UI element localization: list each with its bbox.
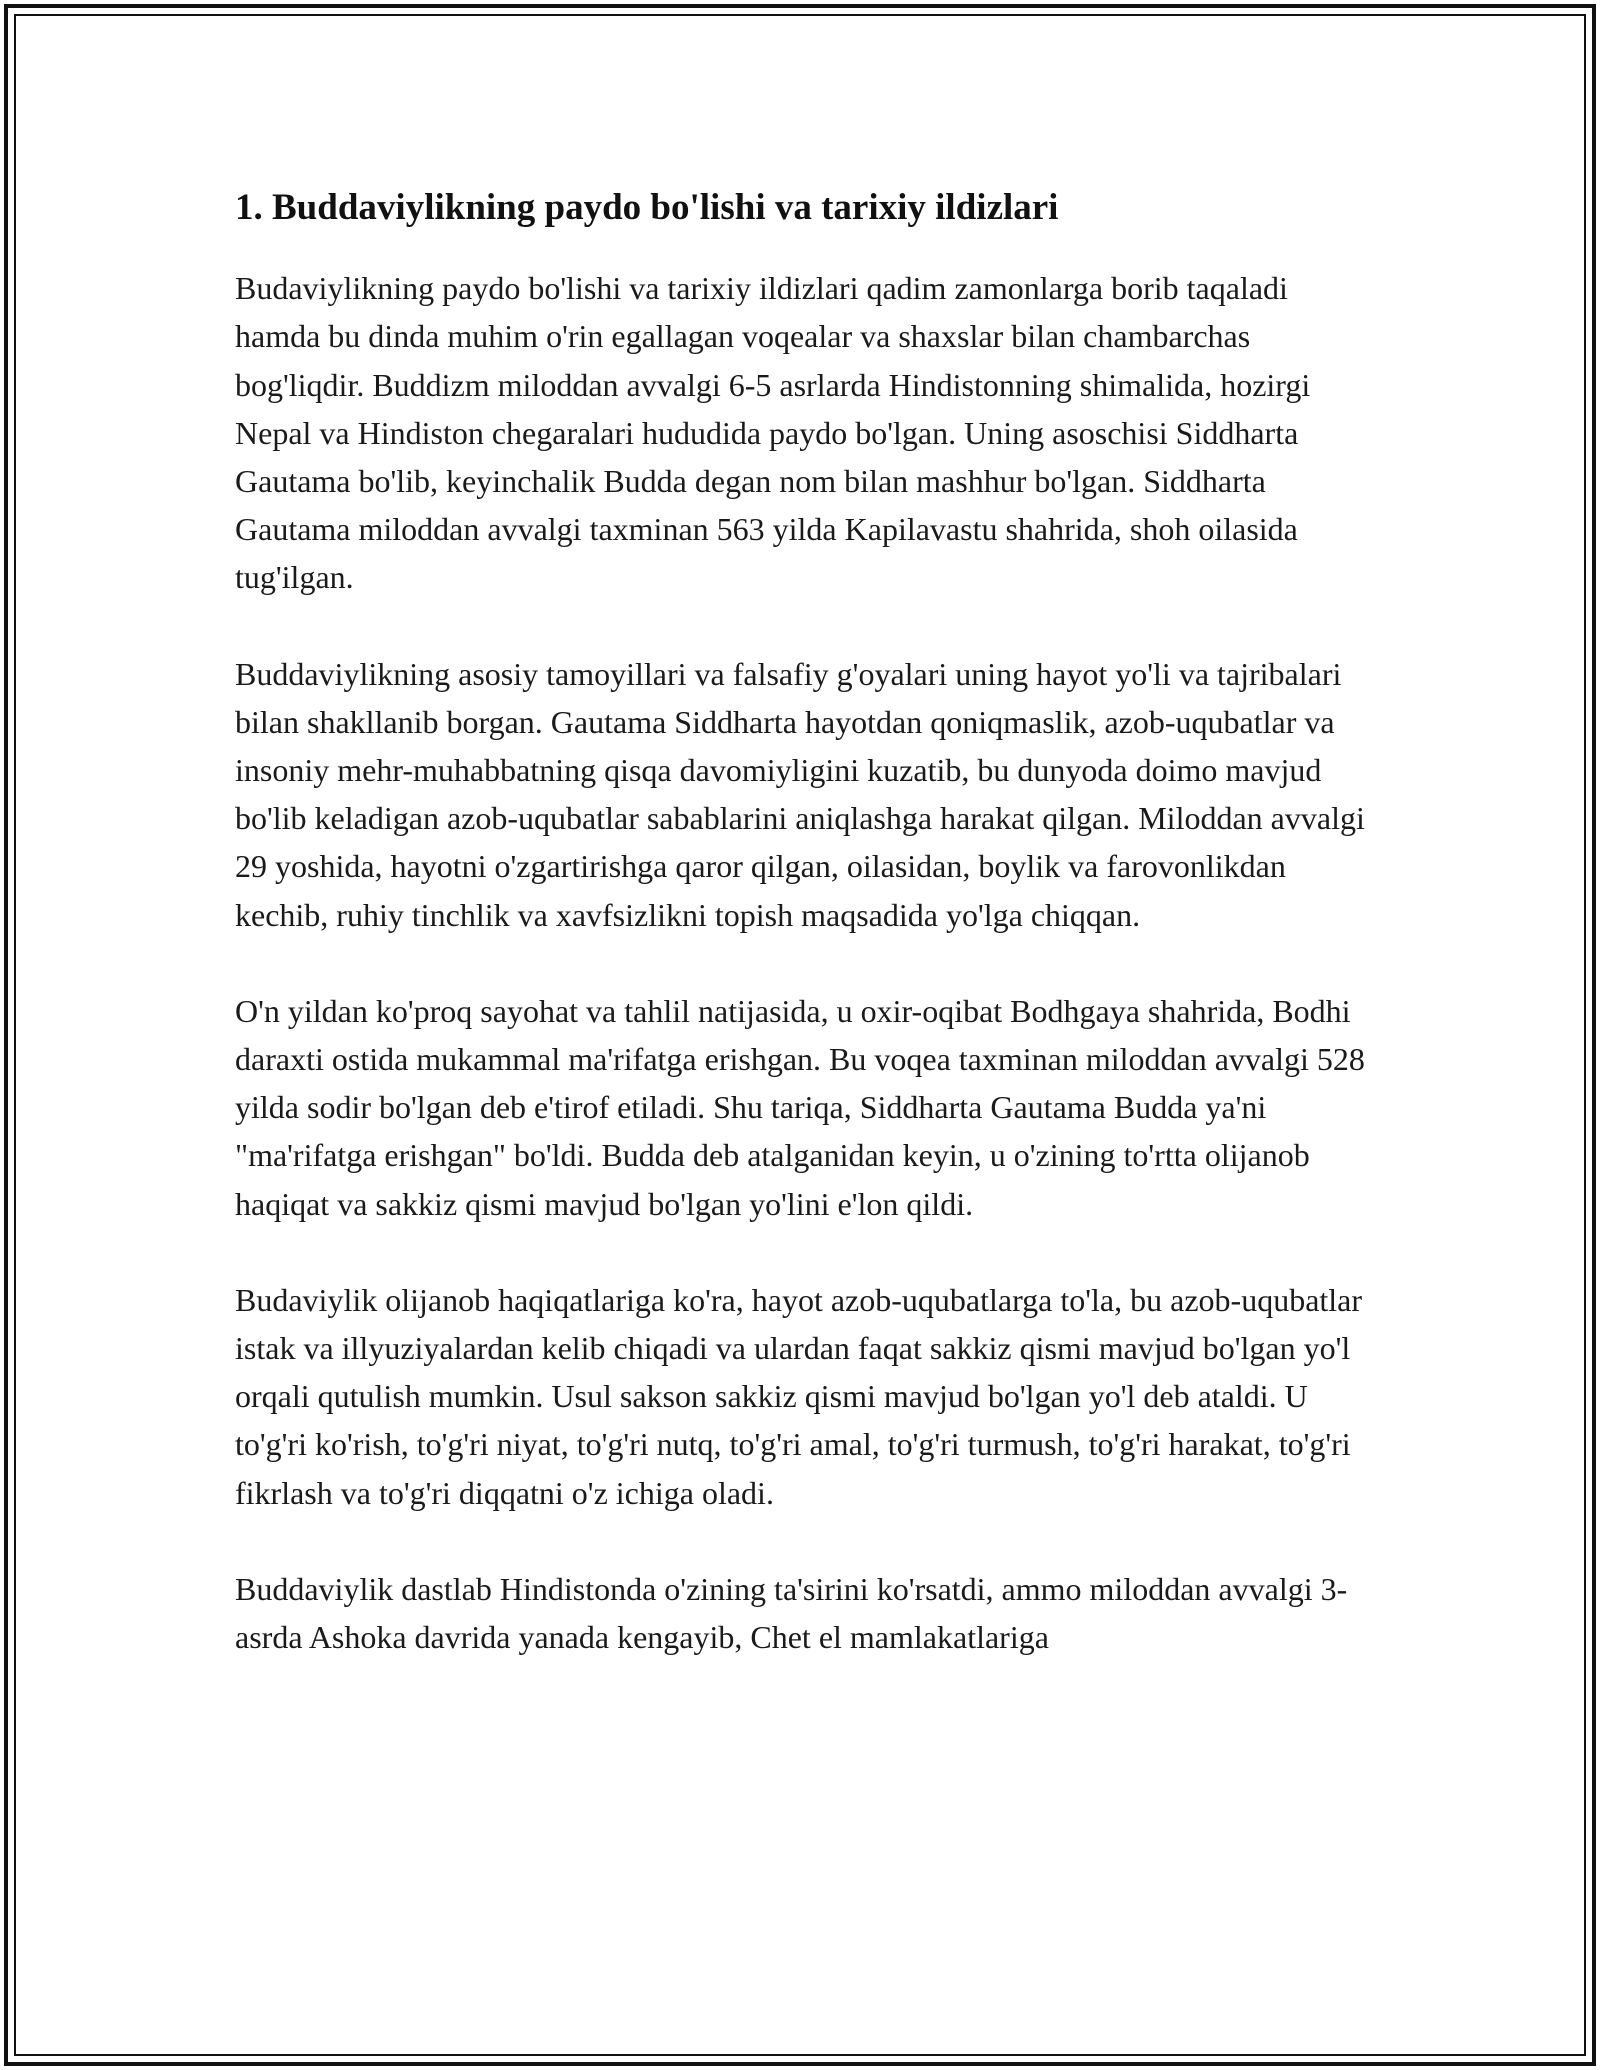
- paragraph-principles: Buddaviylikning asosiy tamoyillari va falsafiy g'oyalari uning hayot yo'li va tajribalari bilan shakllanib borgan. Gautama Siddharta hayotdan qoniqmaslik, azob-uqubatlar va insoniy mehr-muhabbatning qisqa davomiyligini kuzatib, bu dunyoda doimo mavjud bo'lib keladigan azob-uqubatlar sabablarini aniqlashga harakat qilgan. Miloddan avvalgi 29 yoshida, hayotni o'zgartirishga qaror qilgan, oilasidan, boylik va farovonlikdan kechib, ruhiy tinchlik va xavfsizlikni topish maqsadida yo'lga chiqqan.: [235, 655, 1365, 933]
- section-heading: 1. Buddaviylikning paydo bo'lishi va tarixiy ildizlari: [235, 187, 1059, 228]
- paragraph-noble-truths: Budaviylik olijanob haqiqatlariga ko'ra, hayot azob-uqubatlarga to'la, bu azob-uqubatlar istak va illyuziyalardan kelib chiqadi va ulardan faqat sakkiz qismi mavjud bo'lgan yo'l orqali qutulish mumkin. Usul sakson sakkiz qismi mavjud bo'lgan yo'l deb ataldi. U to'g'ri ko'rish, to'g'ri niyat, to'g'ri nutq, to'g'ri amal, to'g'ri turmush, to'g'ri harakat, to'g'ri fikrlash va to'g'ri diqqatni o'z ichiga oladi.: [235, 1281, 1363, 1511]
- paragraph-origins: Budaviylikning paydo bo'lishi va tarixiy ildizlari qadim zamonlarga borib taqaladi hamda bu dinda muhim o'rin egallagan voqealar va shaxslar bilan chambarchas bog'liqdir. Buddizm miloddan avvalgi 6-5 asrlarda Hindistonning shimalida, hozirgi Nepal va Hindiston chegaralari hududida paydo bo'lgan. Uning asoschisi Siddharta Gautama bo'lib, keyinchalik Budda degan nom bilan mashhur bo'lgan. Siddharta Gautama miloddan avvalgi taxminan 563 yilda Kapilavastu shahrida, shoh oilasida tug'ilgan.: [235, 270, 1311, 596]
- document-body: [235, 184, 1365, 1709]
- paragraph-spread: Buddaviylik dastlab Hindistonda o'zining ta'sirini ko'rsatdi, ammo miloddan avvalgi 3-asrda Ashoka davrida yanada kengayib, Chet el mamlakatlariga: [235, 1570, 1348, 1655]
- paragraph-enlightenment: O'n yildan ko'proq sayohat va tahlil natijasida, u oxir-oqibat Bodhgaya shahrida, Bodhi daraxti ostida mukammal ma'rifatga erishgan. Bu voqea taxminan miloddan avvalgi 528 yilda sodir bo'lgan deb e'tirof etiladi. Shu tariqa, Siddharta Gautama Budda ya'ni "ma'rifatga erishgan" bo'ldi. Budda deb atalganidan keyin, u o'zining to'rtta olijanob haqiqat va sakkiz qismi mavjud bo'lgan yo'lini e'lon qildi.: [235, 992, 1365, 1222]
